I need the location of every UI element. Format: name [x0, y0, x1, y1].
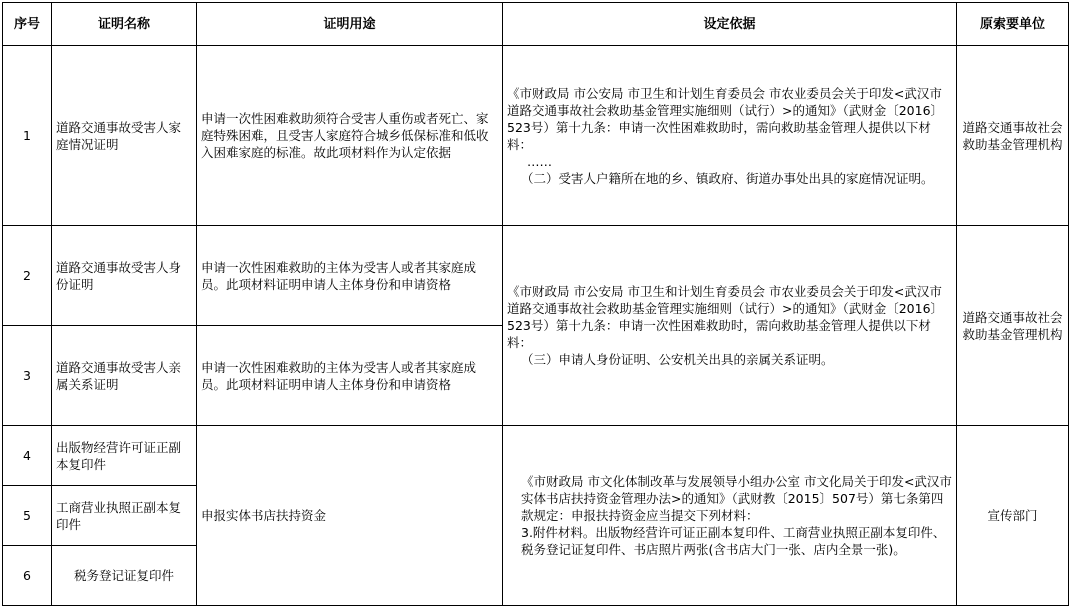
- basis-item: 3.附件材料。出版物经营许可证正副本复印件、工商营业执照正副本复印件、税务登记证复印件、书店照片两张(含书店大门一张、店内全景一张)。: [521, 525, 946, 557]
- row-num: 6: [3, 546, 52, 606]
- row-unit: 道路交通事故社会救助基金管理机构: [957, 226, 1069, 426]
- table-row: [3, 426, 1069, 486]
- row-name: 道路交通事故受害人家庭情况证明: [52, 46, 197, 226]
- row-unit: 道路交通事故社会救助基金管理机构: [957, 46, 1069, 226]
- header-unit: 原索要单位: [957, 3, 1069, 46]
- row-name: 道路交通事故受害人身份证明: [52, 226, 197, 326]
- row-basis: [503, 426, 957, 606]
- row-unit: 宣传部门: [957, 426, 1069, 606]
- basis-paragraph: 《市财政局 市公安局 市卫生和计划生育委员会 市农业委员会关于印发<武汉市道路交通事故社会救助基金管理实施细则（试行）>的通知》（武财金〔2016〕523号）第十九条：申请一次性困难救助时，需向救助基金管理人提供以下材料：: [507, 284, 944, 350]
- basis-paragraph: 《市财政局 市文化体制改革与发展领导小组办公室 市文化局关于印发<武汉市实体书店扶持资金管理办法>的通知》（武财教〔2015〕507号）第七条第四款规定：申报扶持资金应当提交下列材料：: [521, 474, 952, 523]
- row-num: 3: [3, 326, 52, 426]
- row-num: 2: [3, 226, 52, 326]
- basis-ellipsis: ……: [527, 153, 552, 169]
- basis-item: （二）受害人户籍所在地的乡、镇政府、街道办事处出具的家庭情况证明。: [521, 170, 934, 186]
- header-row: [3, 3, 1069, 46]
- row-basis: [503, 226, 957, 426]
- row-purpose: 申请一次性困难救助的主体为受害人或者其家庭成员。此项材料证明申请人主体身份和申请资格: [197, 326, 503, 426]
- basis-paragraph: 《市财政局 市公安局 市卫生和计划生育委员会 市农业委员会关于印发<武汉市道路交通事故社会救助基金管理实施细则（试行）>的通知》（武财金〔2016〕523号）第十九条：申请一次性困难救助时，需向救助基金管理人提供以下材料：: [507, 85, 944, 152]
- row-num: 1: [3, 46, 52, 226]
- header-name: 证明名称: [52, 3, 197, 46]
- table-row: [3, 226, 1069, 326]
- row-name: 工商营业执照正副本复印件: [52, 486, 197, 546]
- row-purpose: 申请一次性困难救助须符合受害人重伤或者死亡、家庭特殊困难，且受害人家庭符合城乡低保标准和低收入困难家庭的标准。故此项材料作为认定依据: [197, 46, 503, 226]
- certificate-table: [2, 2, 1069, 606]
- header-purpose: 证明用途: [197, 3, 503, 46]
- row-purpose: 申请一次性困难救助的主体为受害人或者其家庭成员。此项材料证明申请人主体身份和申请资格: [197, 226, 503, 326]
- header-num: 序号: [3, 3, 52, 46]
- table-row: [3, 46, 1069, 226]
- row-name: 出版物经营许可证正副本复印件: [52, 426, 197, 486]
- row-basis: [503, 46, 957, 226]
- row-num: 5: [3, 486, 52, 546]
- header-basis: 设定依据: [503, 3, 957, 46]
- row-name: 税务登记证复印件: [52, 546, 197, 606]
- row-name: 道路交通事故受害人亲属关系证明: [52, 326, 197, 426]
- row-purpose: 申报实体书店扶持资金: [197, 426, 503, 606]
- basis-item: （三）申请人身份证明、公安机关出具的亲属关系证明。: [521, 352, 834, 367]
- row-num: 4: [3, 426, 52, 486]
